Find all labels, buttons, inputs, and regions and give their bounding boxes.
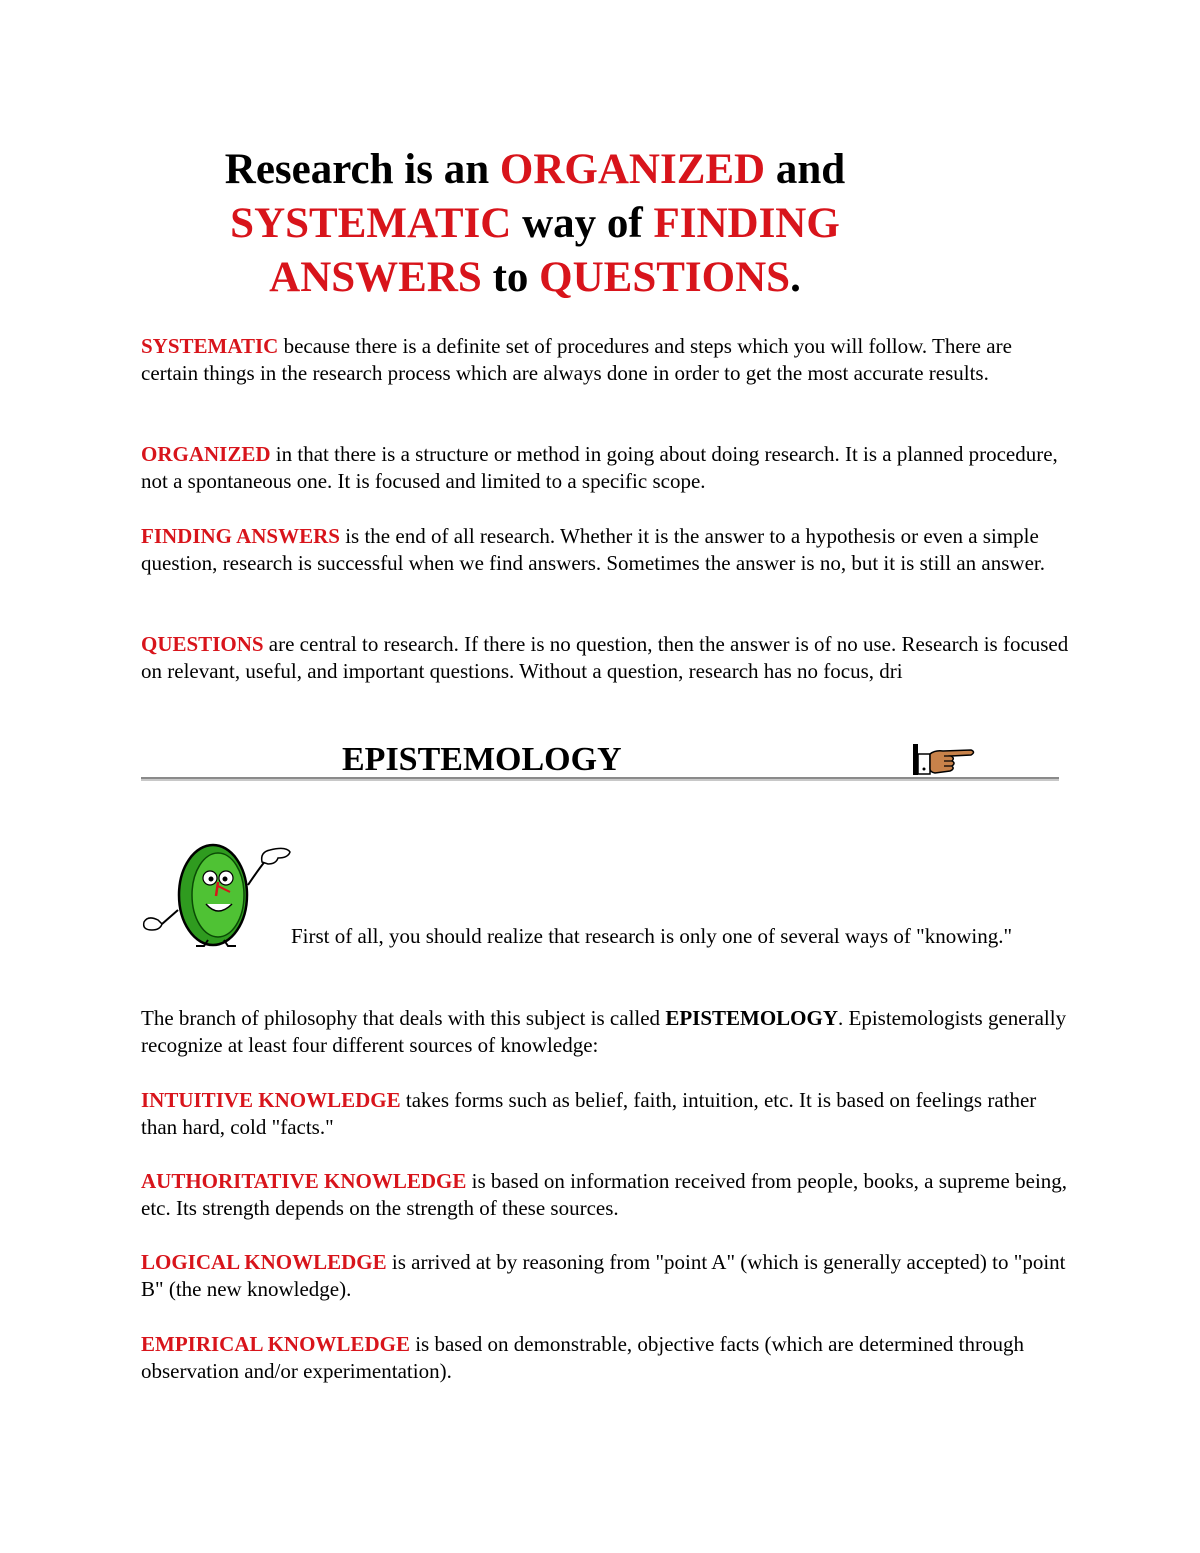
headline-line-2: SYSTEMATIC way of FINDING bbox=[230, 200, 840, 247]
pointing-hand-icon bbox=[911, 741, 977, 777]
definition-finding-answers: FINDING ANSWERS is the end of all research. Whether it is the answer to a hypothesis or even a simple question, research is successful when we find answers. Sometimes the answer is no, but it is still an answer. bbox=[141, 524, 1045, 575]
headline-line-1: Research is an ORGANIZED and bbox=[224, 146, 846, 193]
source-empirical: EMPIRICAL KNOWLEDGE is based on demonstrable, objective facts (which are determined through observation and/or experimentation). bbox=[141, 1332, 1024, 1383]
definition-systematic: SYSTEMATIC because there is a definite set of procedures and steps which you will follow. There are certain things in the research process which are always done in order to get the most accurate results. bbox=[141, 334, 1012, 385]
epistemology-heading: EPISTEMOLOGY bbox=[342, 741, 622, 778]
source-logical: LOGICAL KNOWLEDGE is arrived at by reasoning from "point A" (which is generally accepted) to "point B" (the new knowledge). bbox=[141, 1250, 1066, 1301]
headline-line-3: ANSWERS to QUESTIONS. bbox=[269, 254, 801, 301]
headline bbox=[150, 143, 920, 305]
section-divider bbox=[141, 777, 1059, 781]
definition-questions: QUESTIONS are central to research. If there is no question, then the answer is of no use. Research is focused on relevant, useful, and important questions. Without a question, research has no focus, dri bbox=[141, 632, 1069, 683]
source-authoritative: AUTHORITATIVE KNOWLEDGE is based on information received from people, books, a supreme being, etc. Its strength depends on the strength of these sources. bbox=[141, 1169, 1068, 1220]
epistemology-branch: The branch of philosophy that deals with this subject is called EPISTEMOLOGY. Epistemologists generally recognize at least four different sources of knowledge: bbox=[141, 1006, 1067, 1057]
definition-organized: ORGANIZED in that there is a structure or method in going about doing research. It is a planned procedure, not a spontaneous one. It is focused and limited to a specific scope. bbox=[141, 442, 1058, 493]
epistemology-intro: First of all, you should realize that research is only one of several ways of "knowing." bbox=[291, 924, 1013, 948]
source-intuitive: INTUITIVE KNOWLEDGE takes forms such as belief, faith, intuition, etc. It is based on feelings rather than hard, cold "facts." bbox=[141, 1088, 1037, 1139]
